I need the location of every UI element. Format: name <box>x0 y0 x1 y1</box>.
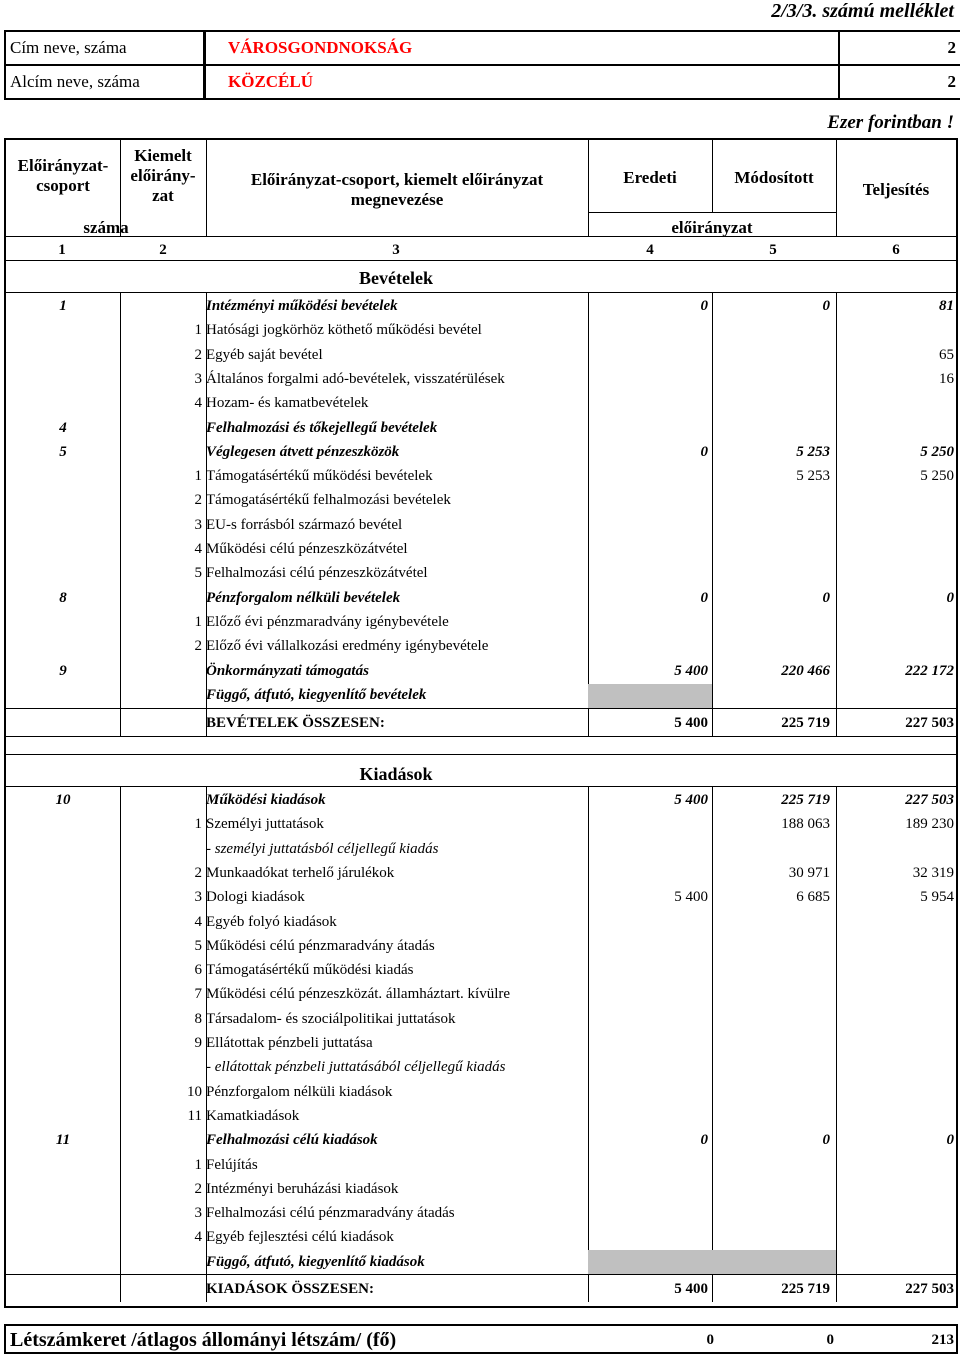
row-group-number: 10 <box>55 792 71 808</box>
table-row <box>6 318 956 342</box>
header-col1-line2: csoport <box>36 176 90 195</box>
subtitle-label: Alcím neve, száma <box>6 66 206 98</box>
expense-total-actual: 227 503 <box>905 1281 954 1297</box>
row-name: Függő, átfutó, kiegyenlítő kiadások <box>206 1253 425 1270</box>
table-row <box>6 812 956 836</box>
colnum-4: 4 <box>646 242 654 258</box>
title-label: Cím neve, száma <box>6 32 206 64</box>
row-sub-number: 2 <box>194 864 202 881</box>
row-actual: 16 <box>939 370 954 387</box>
table-row <box>6 1104 956 1128</box>
table-row <box>6 561 956 585</box>
row-name: Felhalmozási célú pénzeszközátvétel <box>206 565 428 582</box>
row-sub-number: 4 <box>194 913 202 930</box>
table-row <box>6 683 956 707</box>
title-separator <box>838 32 840 64</box>
header-col2-line3: zat <box>152 186 174 205</box>
row-name: Felújítás <box>206 1156 258 1173</box>
row-sub-number: 4 <box>194 541 202 557</box>
header-col1 <box>6 156 120 196</box>
income-total-original: 5 400 <box>674 715 708 731</box>
row-sub-number: 3 <box>194 370 202 387</box>
row-actual: 65 <box>939 346 954 363</box>
header-col4: Eredeti <box>623 168 677 187</box>
colnum-5: 5 <box>769 242 777 258</box>
colnum-6: 6 <box>892 242 900 258</box>
grid-line <box>6 786 956 787</box>
table-row <box>6 1177 956 1201</box>
row-modified: 225 719 <box>781 792 830 808</box>
title-value: VÁROSGONDNOKSÁG <box>228 38 413 57</box>
row-original: 5 400 <box>674 662 708 679</box>
budget-table <box>4 138 958 1308</box>
row-name: Kamatkiadások <box>206 1107 300 1124</box>
table-row <box>6 1201 956 1225</box>
grid-line <box>6 708 956 709</box>
row-original: 0 <box>700 298 708 314</box>
row-original: 0 <box>700 443 708 460</box>
header-eloiranyzat: előirányzat <box>671 218 753 237</box>
row-name: Véglegesen átvett pénzeszközök <box>206 443 400 460</box>
table-row <box>6 464 956 488</box>
income-total-label: BEVÉTELEK ÖSSZESEN: <box>206 715 385 731</box>
table-row <box>6 343 956 367</box>
row-actual: 81 <box>939 298 954 314</box>
row-sub-number: 5 <box>194 565 202 582</box>
colnum-3: 3 <box>392 242 400 258</box>
row-name: Intézményi működési bevételek <box>206 298 398 314</box>
colnum-2: 2 <box>159 242 167 258</box>
expense-shaded-cell <box>588 1250 836 1274</box>
row-name: Általános forgalmi adó-bevételek, visszatérülések <box>206 370 505 387</box>
row-group-number: 11 <box>55 1132 71 1149</box>
table-row <box>6 440 956 464</box>
header-col1-line1: Előirányzat- <box>17 156 109 175</box>
row-sub-number: 9 <box>194 1035 202 1051</box>
table-row <box>6 367 956 391</box>
header-col2 <box>120 146 206 206</box>
grid-line <box>6 292 956 293</box>
row-name: Egyéb fejlesztési célú kiadások <box>206 1229 394 1246</box>
table-row <box>6 513 956 537</box>
headcount-modified: 0 <box>826 1332 834 1348</box>
table-row <box>6 934 956 958</box>
row-sub-number: 6 <box>194 962 202 979</box>
row-name: Egyéb folyó kiadások <box>206 913 337 930</box>
table-row <box>6 1007 956 1031</box>
table-row <box>6 586 956 610</box>
row-name: Felhalmozási és tőkejellegű bevételek <box>206 419 438 436</box>
row-name: Pénzforgalom nélküli kiadások <box>206 1083 393 1100</box>
expense-total-label: KIADÁSOK ÖSSZESEN: <box>206 1281 374 1297</box>
row-sub-number: 11 <box>187 1107 202 1124</box>
table-row <box>6 861 956 885</box>
table-row <box>6 1080 956 1104</box>
table-row <box>6 634 956 658</box>
grid-line <box>6 754 956 755</box>
table-row <box>6 910 956 934</box>
row-sub-number: 1 <box>194 1156 202 1173</box>
row-sub-number: 5 <box>194 937 202 954</box>
row-name: Intézményi beruházási kiadások <box>206 1180 399 1197</box>
row-modified: 30 971 <box>788 864 830 881</box>
row-original: 5 400 <box>674 792 708 808</box>
row-name: Hatósági jogkörhöz köthető működési bevétel <box>206 322 482 339</box>
row-actual: 222 172 <box>905 662 954 679</box>
row-group-number: 5 <box>59 443 67 460</box>
row-original: 0 <box>700 1132 708 1149</box>
title-number: 2 <box>947 38 956 57</box>
row-sub-number: 3 <box>194 516 202 533</box>
row-actual: 189 230 <box>905 816 954 833</box>
row-name: Pénzforgalom nélküli bevételek <box>206 589 401 606</box>
expense-total-modified: 225 719 <box>781 1281 830 1297</box>
grid-line <box>6 1274 956 1275</box>
row-actual: 5 954 <box>920 889 954 906</box>
expense-section-title: Kiadások <box>359 764 433 784</box>
row-modified: 0 <box>822 589 830 606</box>
row-sub-number: 1 <box>194 816 202 833</box>
income-shaded-cell <box>588 684 712 708</box>
table-row <box>6 837 956 861</box>
row-group-number: 1 <box>59 298 67 314</box>
row-name: Hozam- és kamatbevételek <box>206 395 369 412</box>
row-actual: 0 <box>946 1132 954 1149</box>
header-col2-line2: előirány- <box>130 166 196 185</box>
title-block <box>4 30 960 100</box>
row-name: Ellátottak pénzbeli juttatása <box>206 1035 373 1051</box>
row-name: Munkaadókat terhelő járulékok <box>206 864 395 881</box>
table-row <box>6 1128 956 1152</box>
row-sub-number: 1 <box>194 613 202 630</box>
income-total-modified: 225 719 <box>781 715 830 731</box>
row-modified: 6 685 <box>796 889 830 906</box>
unit-note: Ezer forintban ! <box>827 112 954 133</box>
row-modified: 188 063 <box>781 816 830 833</box>
row-actual: 5 250 <box>920 443 954 460</box>
table-row <box>6 982 956 1006</box>
row-modified: 5 253 <box>796 468 830 485</box>
row-name: Függő, átfutó, kiegyenlítő bevételek <box>206 686 427 703</box>
subtitle-row <box>6 66 960 98</box>
row-name: Működési célú pénzeszközátvétel <box>206 541 408 557</box>
title-row <box>6 32 960 66</box>
row-actual: 227 503 <box>905 792 954 808</box>
income-section-title: Bevételek <box>359 268 433 288</box>
subtitle-value: KÖZCÉLÚ <box>228 72 314 91</box>
table-row <box>6 610 956 634</box>
row-group-number: 4 <box>59 419 67 436</box>
row-name: Önkormányzati támogatás <box>206 662 369 679</box>
headcount-original: 0 <box>706 1332 714 1348</box>
table-row <box>6 391 956 415</box>
row-original: 5 400 <box>674 889 708 906</box>
row-sub-number: 4 <box>194 395 202 412</box>
row-sub-number: 2 <box>194 1180 202 1197</box>
header-col3-line1: Előirányzat-csoport, kiemelt előirányzat <box>250 170 544 189</box>
table-row <box>6 885 956 909</box>
row-modified: 5 253 <box>796 443 830 460</box>
row-name: Előző évi pénzmaradvány igénybevétele <box>206 613 449 630</box>
row-actual: 5 250 <box>920 468 954 485</box>
header-col2-line1: Kiemelt <box>134 146 192 165</box>
row-sub-number: 2 <box>194 638 202 655</box>
row-sub-number: 3 <box>194 1205 202 1222</box>
row-name: Személyi juttatások <box>206 816 324 833</box>
row-name: - személyi juttatásból céljellegű kiadás <box>206 840 439 857</box>
table-row <box>6 416 956 440</box>
row-name: Működési kiadások <box>206 792 326 808</box>
table-row <box>6 659 956 683</box>
row-name: Felhalmozási célú pénzmaradvány átadás <box>206 1205 455 1222</box>
row-sub-number: 8 <box>194 1010 202 1027</box>
row-name: Dologi kiadások <box>206 889 305 906</box>
table-row <box>6 1031 956 1055</box>
table-row <box>6 537 956 561</box>
row-name: Támogatásértékű működési kiadás <box>206 962 414 979</box>
table-row <box>6 1153 956 1177</box>
row-original: 0 <box>700 589 708 606</box>
row-group-number: 9 <box>59 662 67 679</box>
table-row <box>6 788 956 812</box>
table-row <box>6 488 956 512</box>
expense-total-row <box>6 1277 956 1301</box>
header-col6: Teljesítés <box>862 180 930 199</box>
table-row <box>6 1225 956 1249</box>
expense-total-original: 5 400 <box>674 1281 708 1297</box>
row-modified: 220 466 <box>781 662 830 679</box>
annex-label: 2/3/3. számú melléklet <box>771 0 954 22</box>
header-col3-line2: megnevezése <box>350 190 444 209</box>
row-name: EU-s forrásból származó bevétel <box>206 516 403 533</box>
row-modified: 0 <box>822 1132 830 1149</box>
row-name: Működési célú pénzmaradvány átadás <box>206 937 435 954</box>
row-sub-number: 10 <box>187 1083 202 1100</box>
grid-line <box>6 260 956 261</box>
header-szama: száma <box>83 218 129 237</box>
header-col3 <box>206 170 588 210</box>
colnum-1: 1 <box>58 242 66 258</box>
table-row <box>6 294 956 318</box>
row-actual: 32 319 <box>912 864 954 881</box>
headcount-label: Létszámkeret /átlagos állományi létszám/ (fő) <box>10 1329 397 1351</box>
row-sub-number: 1 <box>194 468 202 485</box>
row-sub-number: 4 <box>194 1229 202 1246</box>
subtitle-separator <box>838 66 840 98</box>
row-sub-number: 3 <box>194 889 202 906</box>
row-modified: 0 <box>822 298 830 314</box>
row-name: Támogatásértékű felhalmozási bevételek <box>206 492 451 509</box>
row-sub-number: 2 <box>194 492 202 509</box>
subtitle-number: 2 <box>947 72 956 91</box>
row-name: Támogatásértékű működési bevételek <box>206 468 433 485</box>
header-col5: Módosított <box>734 168 814 187</box>
income-total-actual: 227 503 <box>905 715 954 731</box>
headcount-row <box>4 1324 958 1354</box>
row-name: Felhalmozási célú kiadások <box>206 1132 378 1149</box>
row-actual: 0 <box>946 589 954 606</box>
income-total-row <box>6 711 956 735</box>
row-name: Társadalom- és szociálpolitikai juttatások <box>206 1010 456 1027</box>
row-sub-number: 7 <box>194 986 202 1003</box>
row-name: Előző évi vállalkozási eredmény igénybevétele <box>206 638 489 655</box>
row-sub-number: 1 <box>194 322 202 339</box>
row-name: Működési célú pénzeszközát. államháztart. kívülre <box>206 986 511 1003</box>
headcount-actual: 213 <box>931 1332 954 1348</box>
table-row <box>6 958 956 982</box>
grid-line <box>6 736 956 737</box>
row-group-number: 8 <box>59 589 67 606</box>
row-name: - ellátottak pénzbeli juttatásából céljellegű kiadás <box>206 1059 506 1076</box>
row-name: Egyéb saját bevétel <box>206 346 323 363</box>
table-row <box>6 1055 956 1079</box>
row-sub-number: 2 <box>194 346 202 363</box>
grid-line <box>588 212 836 213</box>
